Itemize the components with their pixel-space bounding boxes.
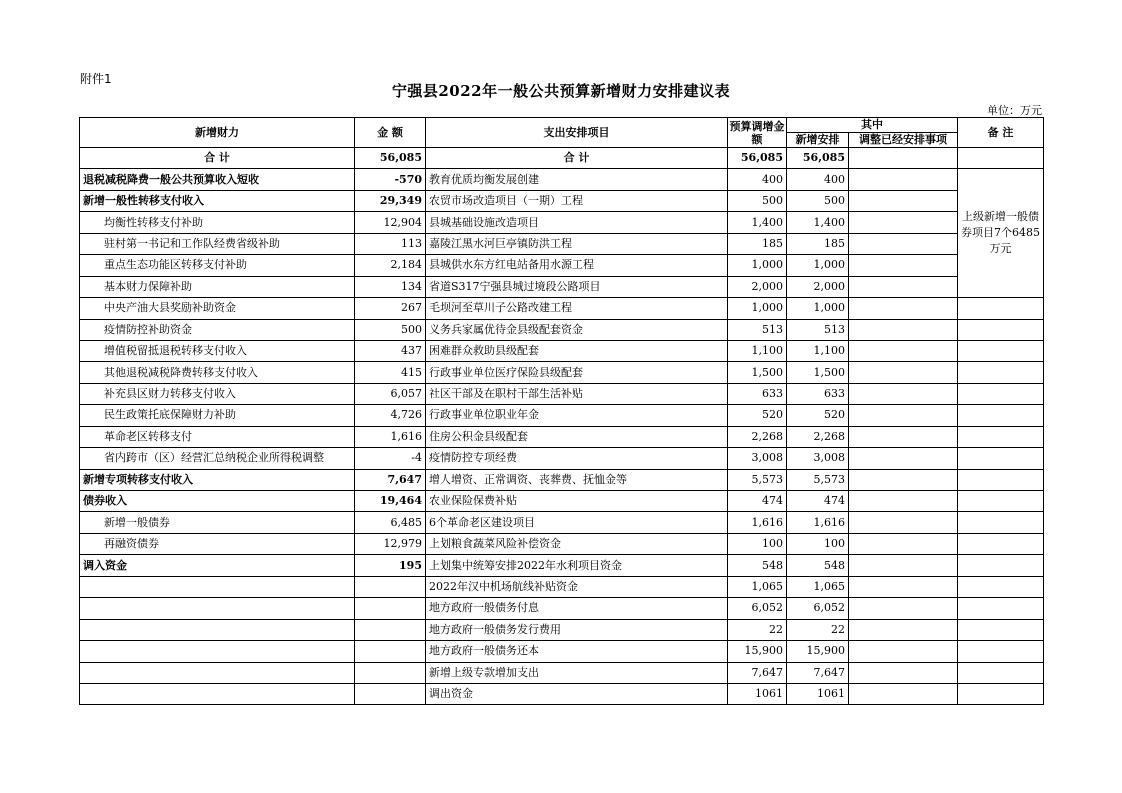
total-new: 56,085 [787,148,849,169]
adjusted-amount-cell: 5,573 [728,469,787,490]
income-cell: 重点生态功能区转移支付补助 [80,255,355,276]
project-cell: 县城基础设施改造项目 [426,212,728,233]
table-row [80,469,1044,490]
new-arrangement-cell: 185 [787,233,849,254]
total-already-arranged [849,148,958,169]
new-arrangement-cell: 548 [787,555,849,576]
project-cell: 省道S317宁强县城过境段公路项目 [426,276,728,297]
new-arrangement-cell: 1,616 [787,512,849,533]
amount-cell: -4 [355,448,426,469]
new-arrangement-cell: 1,000 [787,255,849,276]
remark-cell [958,469,1044,490]
income-cell: 民生政策托底保障财力补助 [80,405,355,426]
header-already-arranged: 调整已经安排事项 [849,133,958,148]
attachment-label: 附件1 [80,72,112,86]
already-arranged-cell [849,276,958,297]
total-amount-left: 56,085 [355,148,426,169]
table-row [80,362,1044,383]
new-arrangement-cell: 3,008 [787,448,849,469]
income-cell: 增值税留抵退税转移支付收入 [80,340,355,361]
adjusted-amount-cell: 1,000 [728,298,787,319]
amount-cell: 6,485 [355,512,426,533]
already-arranged-cell [849,469,958,490]
already-arranged-cell [849,319,958,340]
table-row [80,276,1044,297]
new-arrangement-cell: 400 [787,169,849,190]
project-cell: 县城供水东方红电站备用水源工程 [426,255,728,276]
already-arranged-cell [849,405,958,426]
income-cell: 调入资金 [80,555,355,576]
total-row [80,148,1044,169]
header-amount: 金 额 [355,118,426,148]
already-arranged-cell [849,233,958,254]
table-row [80,683,1044,704]
new-arrangement-cell: 1,400 [787,212,849,233]
project-cell: 社区干部及在职村干部生活补贴 [426,383,728,404]
already-arranged-cell [849,491,958,512]
project-cell: 疫情防控专项经费 [426,448,728,469]
table-row [80,576,1044,597]
income-cell: 新增一般债券 [80,512,355,533]
income-cell: 驻村第一书记和工作队经费省级补助 [80,233,355,254]
income-cell: 中央产油大县奖励补助资金 [80,298,355,319]
amount-cell: 195 [355,555,426,576]
already-arranged-cell [849,555,958,576]
income-cell: 省内跨市（区）经营汇总纳税企业所得税调整 [80,448,355,469]
already-arranged-cell [849,212,958,233]
remark-cell [958,405,1044,426]
already-arranged-cell [849,298,958,319]
adjusted-amount-cell: 185 [728,233,787,254]
remark-cell [958,512,1044,533]
already-arranged-cell [849,662,958,683]
adjusted-amount-cell: 500 [728,190,787,211]
project-cell: 增人增资、正常调资、丧葬费、抚恤金等 [426,469,728,490]
project-cell: 嘉陵江黑水河巨亭镇防洪工程 [426,233,728,254]
already-arranged-cell [849,641,958,662]
remark-cell [958,448,1044,469]
already-arranged-cell [849,533,958,554]
amount-cell: 2,184 [355,255,426,276]
remark-cell [958,298,1044,319]
income-cell: 其他退税减税降费转移支付收入 [80,362,355,383]
already-arranged-cell [849,448,958,469]
new-arrangement-cell: 100 [787,533,849,554]
income-cell [80,619,355,640]
table-row [80,212,1044,233]
new-arrangement-cell: 2,268 [787,426,849,447]
unit-label: 单位：万元 [987,104,1042,117]
table-row [80,512,1044,533]
table-row [80,255,1044,276]
table-row [80,405,1044,426]
header-of-which: 其中 [787,118,958,133]
remark-cell [958,662,1044,683]
remark-cell [958,383,1044,404]
table-row [80,598,1044,619]
amount-cell: 134 [355,276,426,297]
new-arrangement-cell: 22 [787,619,849,640]
amount-cell: 29,349 [355,190,426,211]
total-label-right: 合 计 [426,148,728,169]
amount-cell: 12,904 [355,212,426,233]
page-title: 宁强县2022年一般公共预算新增财力安排建议表 [391,82,731,100]
project-cell: 农贸市场改造项目（一期）工程 [426,190,728,211]
new-arrangement-cell: 1,000 [787,298,849,319]
table-row [80,662,1044,683]
income-cell: 再融资债券 [80,533,355,554]
new-arrangement-cell: 7,647 [787,662,849,683]
remark-cell [958,362,1044,383]
project-cell: 困难群众救助县级配套 [426,340,728,361]
adjusted-amount-cell: 2,000 [728,276,787,297]
table-row [80,383,1044,404]
already-arranged-cell [849,619,958,640]
amount-cell [355,683,426,704]
project-cell: 义务兵家属优待金县级配套资金 [426,319,728,340]
already-arranged-cell [849,190,958,211]
header-adjusted-amount: 预算调增金额 [729,119,785,146]
project-cell: 6个革命老区建设项目 [426,512,728,533]
project-cell: 毛坝河至草川子公路改建工程 [426,298,728,319]
already-arranged-cell [849,683,958,704]
project-cell: 上划粮食蔬菜风险补偿资金 [426,533,728,554]
new-arrangement-cell: 500 [787,190,849,211]
adjusted-amount-cell: 633 [728,383,787,404]
amount-cell: 6,057 [355,383,426,404]
amount-cell: 415 [355,362,426,383]
already-arranged-cell [849,169,958,190]
income-cell: 新增专项转移支付收入 [80,469,355,490]
remark-cell [958,641,1044,662]
income-cell: 均衡性转移支付补助 [80,212,355,233]
total-remark [958,148,1044,169]
project-cell: 上划集中统筹安排2022年水利项目资金 [426,555,728,576]
adjusted-amount-cell: 6,052 [728,598,787,619]
amount-cell: 500 [355,319,426,340]
project-cell: 新增上级专款增加支出 [426,662,728,683]
already-arranged-cell [849,255,958,276]
table-row [80,319,1044,340]
table-row [80,491,1044,512]
amount-cell: 1,616 [355,426,426,447]
already-arranged-cell [849,426,958,447]
table-row [80,169,1044,190]
project-cell: 住房公积金县级配套 [426,426,728,447]
income-cell: 补充县区财力转移支付收入 [80,383,355,404]
project-cell: 行政事业单位医疗保险县级配套 [426,362,728,383]
new-arrangement-cell: 6,052 [787,598,849,619]
remark-cell [958,576,1044,597]
amount-cell: 19,464 [355,491,426,512]
project-cell: 行政事业单位职业年金 [426,405,728,426]
new-arrangement-cell: 15,900 [787,641,849,662]
project-cell: 地方政府一般债务还本 [426,641,728,662]
new-arrangement-cell: 1,100 [787,340,849,361]
amount-cell [355,576,426,597]
adjusted-amount-cell: 1,065 [728,576,787,597]
adjusted-amount-cell: 3,008 [728,448,787,469]
already-arranged-cell [849,576,958,597]
adjusted-amount-cell: 520 [728,405,787,426]
amount-cell: -570 [355,169,426,190]
table-row [80,233,1044,254]
table-row [80,426,1044,447]
adjusted-amount-cell: 474 [728,491,787,512]
project-cell: 教育优质均衡发展创建 [426,169,728,190]
project-cell: 农业保险保费补贴 [426,491,728,512]
new-arrangement-cell: 520 [787,405,849,426]
remark-cell [958,426,1044,447]
adjusted-amount-cell: 15,900 [728,641,787,662]
income-cell [80,662,355,683]
adjusted-amount-cell: 22 [728,619,787,640]
already-arranged-cell [849,512,958,533]
amount-cell: 437 [355,340,426,361]
remark-cell: 上级新增一般债券项目7个6485万元 [958,169,1044,298]
header-new-arrangement: 新增安排 [787,133,849,148]
amount-cell: 7,647 [355,469,426,490]
income-cell [80,683,355,704]
table-row [80,555,1044,576]
adjusted-amount-cell: 2,268 [728,426,787,447]
income-cell [80,576,355,597]
table-row [80,641,1044,662]
new-arrangement-cell: 2,000 [787,276,849,297]
income-cell [80,641,355,662]
amount-cell [355,598,426,619]
remark-cell [958,683,1044,704]
adjusted-amount-cell: 513 [728,319,787,340]
remark-cell [958,491,1044,512]
project-cell: 调出资金 [426,683,728,704]
adjusted-amount-cell: 1,400 [728,212,787,233]
amount-cell [355,619,426,640]
income-cell: 革命老区转移支付 [80,426,355,447]
already-arranged-cell [849,383,958,404]
adjusted-amount-cell: 100 [728,533,787,554]
new-arrangement-cell: 1061 [787,683,849,704]
new-arrangement-cell: 474 [787,491,849,512]
header-remark: 备 注 [958,118,1044,148]
adjusted-amount-cell: 7,647 [728,662,787,683]
income-cell: 退税减税降费一般公共预算收入短收 [80,169,355,190]
table-row [80,190,1044,211]
income-cell: 疫情防控补助资金 [80,319,355,340]
adjusted-amount-cell: 1,500 [728,362,787,383]
adjusted-amount-cell: 1,100 [728,340,787,361]
income-cell [80,598,355,619]
income-cell: 基本财力保障补助 [80,276,355,297]
table-row [80,619,1044,640]
amount-cell [355,641,426,662]
table-row [80,448,1044,469]
remark-cell [958,340,1044,361]
remark-cell [958,319,1044,340]
budget-table [79,117,1044,705]
table-row [80,340,1044,361]
already-arranged-cell [849,598,958,619]
adjusted-amount-cell: 400 [728,169,787,190]
new-arrangement-cell: 1,500 [787,362,849,383]
remark-cell [958,533,1044,554]
amount-cell [355,662,426,683]
header-project: 支出安排项目 [426,118,728,148]
total-adjusted: 56,085 [728,148,787,169]
new-arrangement-cell: 633 [787,383,849,404]
income-cell: 债券收入 [80,491,355,512]
already-arranged-cell [849,362,958,383]
header-income: 新增财力 [80,118,355,148]
already-arranged-cell [849,340,958,361]
project-cell: 地方政府一般债务付息 [426,598,728,619]
table-row [80,298,1044,319]
amount-cell: 113 [355,233,426,254]
remark-cell [958,598,1044,619]
remark-cell [958,619,1044,640]
amount-cell: 4,726 [355,405,426,426]
adjusted-amount-cell: 1,616 [728,512,787,533]
new-arrangement-cell: 5,573 [787,469,849,490]
adjusted-amount-cell: 548 [728,555,787,576]
remark-cell [958,555,1044,576]
amount-cell: 12,979 [355,533,426,554]
amount-cell: 267 [355,298,426,319]
new-arrangement-cell: 1,065 [787,576,849,597]
project-cell: 2022年汉中机场航线补贴资金 [426,576,728,597]
table-row [80,533,1044,554]
adjusted-amount-cell: 1,000 [728,255,787,276]
total-label-left: 合 计 [80,148,355,169]
new-arrangement-cell: 513 [787,319,849,340]
income-cell: 新增一般性转移支付收入 [80,190,355,211]
adjusted-amount-cell: 1061 [728,683,787,704]
project-cell: 地方政府一般债务发行费用 [426,619,728,640]
